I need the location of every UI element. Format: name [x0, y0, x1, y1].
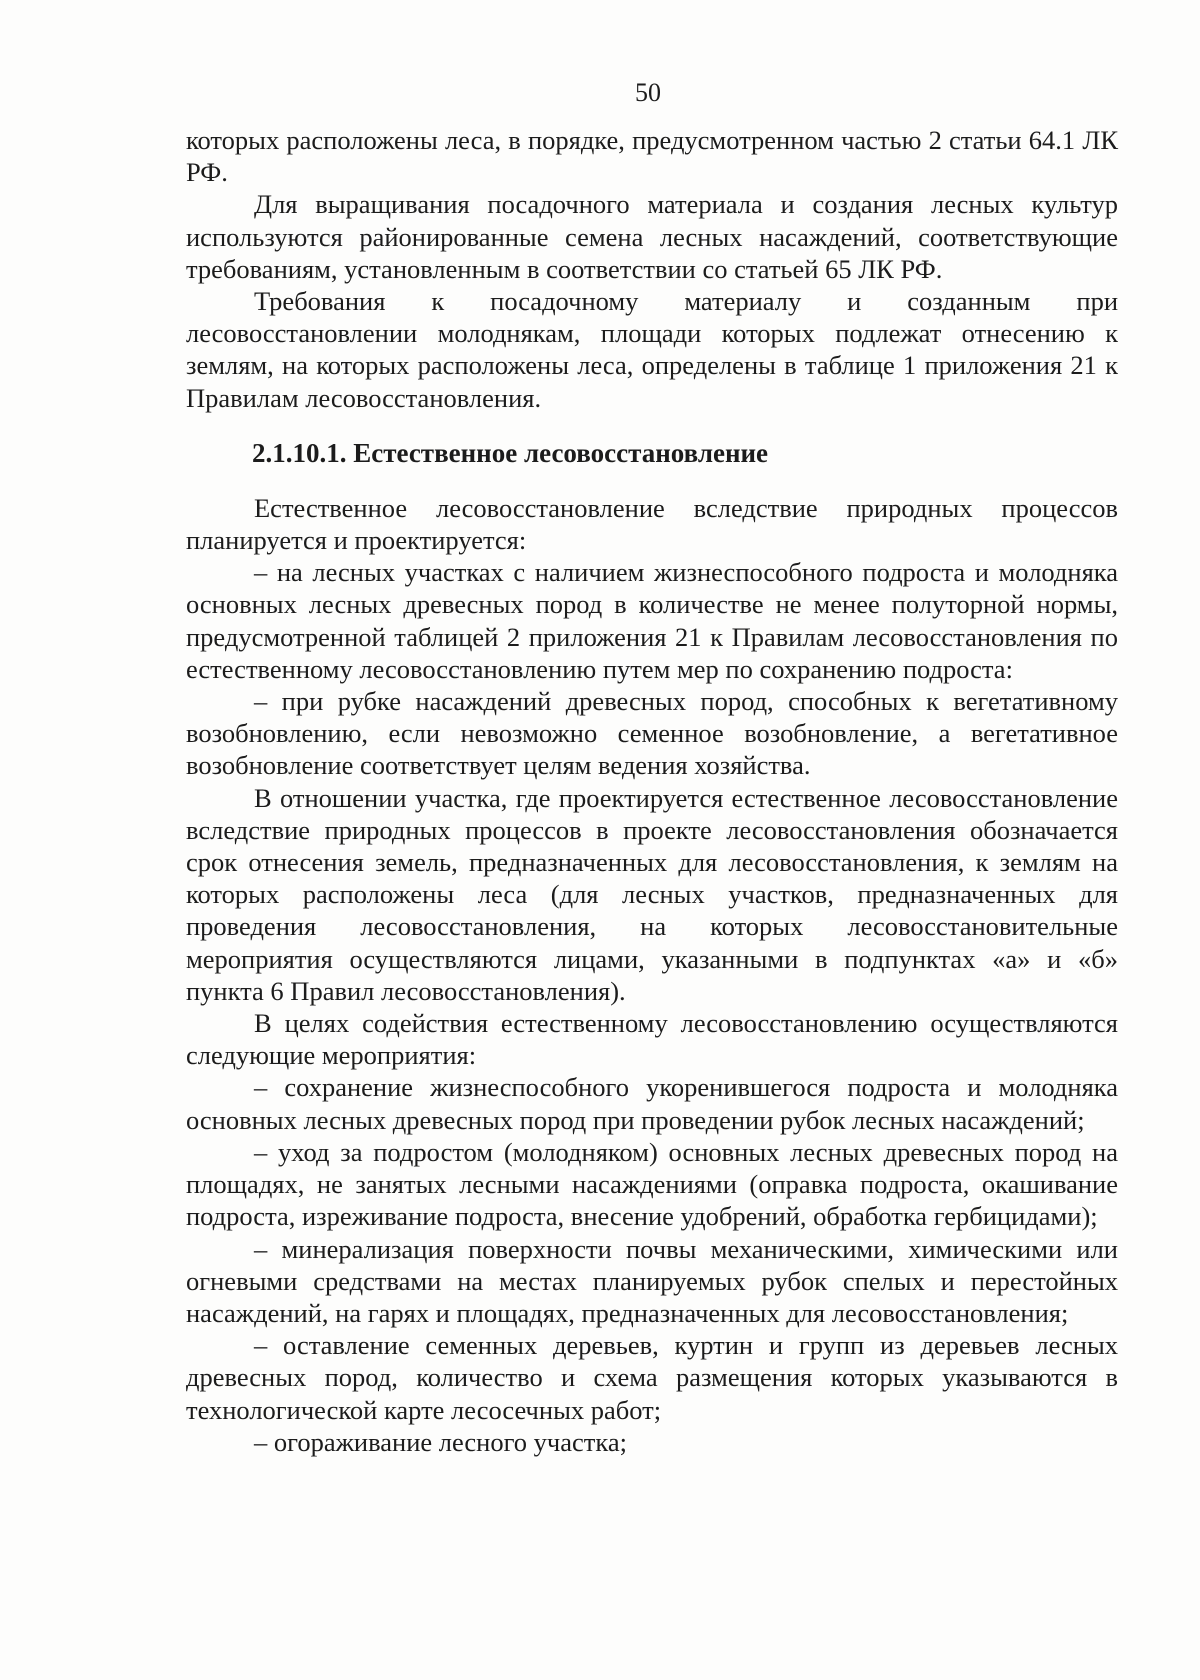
- list-item: – огораживание лесного участка;: [254, 1426, 627, 1457]
- paragraph: В целях содействия естественному лесовосстановлению осуществляются следующие мероприятия:: [186, 1008, 1118, 1071]
- paragraph: Естественное лесовосстановление вследствие природных процессов планируется и проектируется:: [186, 492, 1118, 556]
- list-item: – оставление семенных деревьев, куртин и групп из деревьев лесных древесных пород, количество и схема размещения которых указываются в технологической карте лесосечных работ;: [186, 1330, 1118, 1425]
- list-item: – уход за подростом (молодняком) основных лесных древесных пород на площадях, не занятых лесными насаждениями (оправка подроста, окашивание подроста, изреживание подроста, внесение удобрений, обработка гербицидами);: [186, 1136, 1118, 1232]
- spacer: [186, 414, 1118, 436]
- list-item: – минерализация поверхности почвы механическими, химическими или огневыми средствами на местах планируемых рубок спелых и перестойных насаждений, на гарях и площадях, предназначенных для лесовосстановления;: [186, 1233, 1118, 1328]
- paragraph: Для выращивания посадочного материала и создания лесных культур используются районированные семена лесных насаждений, соответствующие требованиям, установленным в соответствии со статьей 65 ЛК РФ.: [186, 189, 1118, 284]
- paragraph: Требования к посадочному материалу и созданным при лесовосстановлении молоднякам, площади которых подлежат отнесению к землям, на которых расположены леса, определены в таблице 1 приложения 21 к Правилам лесовосстановления.: [186, 286, 1118, 413]
- page-number: 50: [635, 78, 661, 107]
- paragraph: В отношении участка, где проектируется естественное лесовосстановление вследствие природных процессов в проекте лесовосстановления обозначается срок отнесения земель, предназначенных для лесовосстановления, к землям на которых расположены леса (для лесных участков, предназначенных для проведения лесовосстановления, на которых лесовосстановительные мероприятия осуществляются лицами, указанными в подпунктах «а» и «б» пункта 6 Правил лесовосстановления).: [186, 782, 1118, 1006]
- spacer: [186, 470, 1118, 492]
- list-item: – сохранение жизнеспособного укоренившегося подроста и молодняка основных лесных древесных пород при проведении рубок лесных насаждений;: [186, 1072, 1118, 1135]
- document-body: [186, 124, 1118, 1458]
- list-item: – на лесных участках с наличием жизнеспособного подроста и молодняка основных лесных древесных пород в количестве не менее полуторной нормы, предусмотренной таблицей 2 приложения 21 к Правилам лесовосстановления по естественному лесовосстановлению путем мер по сохранению подроста:: [186, 557, 1118, 684]
- paragraph: которых расположены леса, в порядке, предусмотренном частью 2 статьи 64.1 ЛК РФ.: [186, 125, 1118, 188]
- section-heading: 2.1.10.1. Естественное лесовосстановление: [252, 437, 769, 468]
- list-item: – при рубке насаждений древесных пород, способных к вегетативному возобновлению, если невозможно семенное возобновление, а вегетативное возобновление соответствует целям ведения хозяйства.: [186, 686, 1118, 781]
